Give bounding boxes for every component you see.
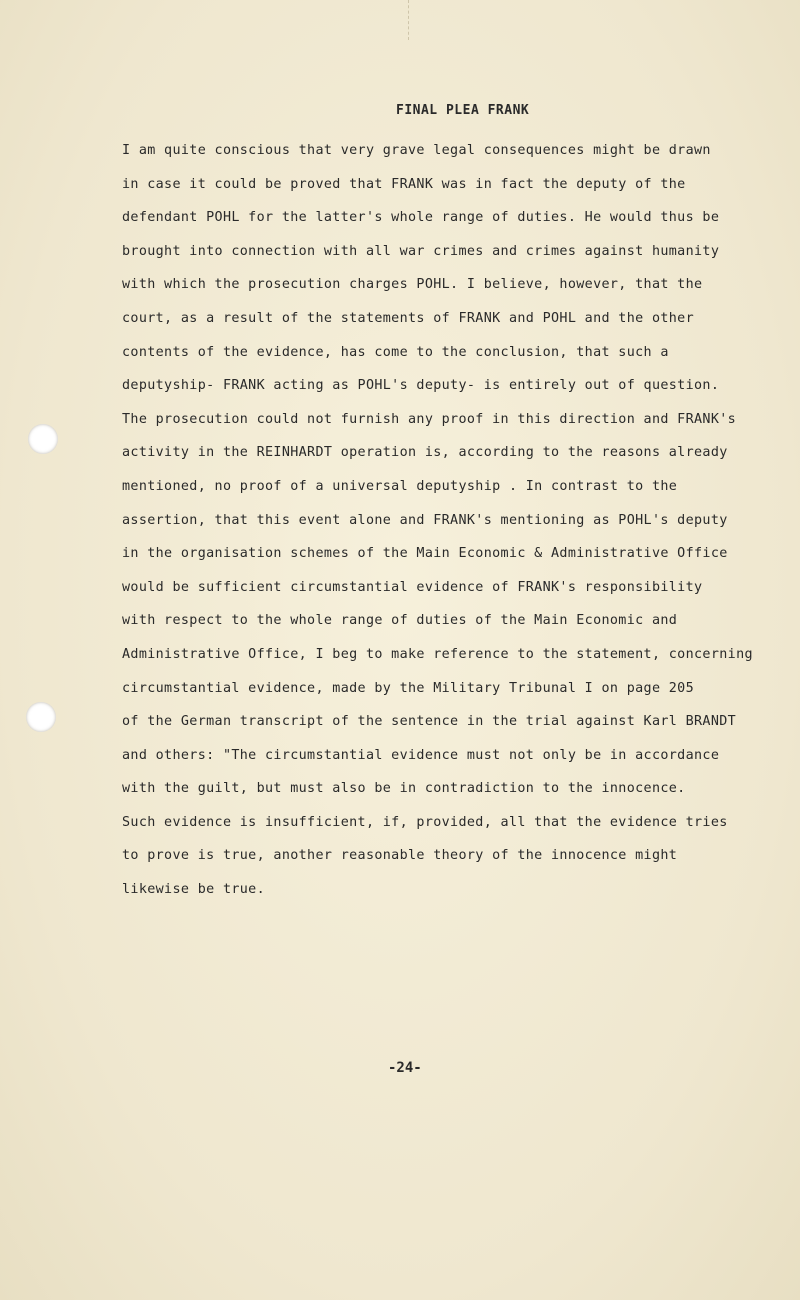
text-line: would be sufficient circumstantial evidence of FRANK's responsibility [122, 579, 703, 595]
text-line: defendant POHL for the latter's whole range of duties. He would thus be [122, 210, 720, 226]
text-line: with the guilt, but must also be in contradiction to the innocence. [122, 781, 686, 797]
text-line: activity in the REINHARDT operation is, according to the reasons already [122, 445, 728, 461]
text-line: assertion, that this event alone and FRANK's mentioning as POHL's deputy [122, 512, 728, 528]
text-line: likewise be true. [122, 882, 266, 898]
text-line: Administrative Office, I beg to make reference to the statement, concerning [122, 646, 753, 662]
text-line: contents of the evidence, has come to the conclusion, that such a [122, 344, 669, 360]
text-line: court, as a result of the statements of FRANK and POHL and the other [122, 310, 695, 326]
text-line: The prosecution could not furnish any proof in this direction and FRANK's [122, 411, 737, 427]
text-line: deputyship- FRANK acting as POHL's deputy- is entirely out of question. [122, 378, 720, 394]
fold-line [408, 0, 410, 40]
text-line: in the organisation schemes of the Main Economic & Administrative Office [122, 546, 728, 562]
text-line: to prove is true, another reasonable theory of the innocence might [122, 848, 678, 864]
text-line: circumstantial evidence, made by the Military Tribunal I on page 205 [122, 680, 695, 696]
body-text [122, 134, 762, 907]
text-line: Such evidence is insufficient, if, provided, all that the evidence tries [122, 814, 728, 830]
text-line: with which the prosecution charges POHL. I believe, however, that the [122, 277, 703, 293]
text-line: and others: "The circumstantial evidence must not only be in accordance [122, 747, 720, 763]
page-number: -24- [388, 1060, 422, 1076]
text-line: in case it could be proved that FRANK was in fact the deputy of the [122, 176, 686, 192]
text-line: with respect to the whole range of duties of the Main Economic and [122, 613, 678, 629]
text-line: of the German transcript of the sentence in the trial against Karl BRANDT [122, 714, 737, 730]
punch-hole-top [28, 424, 58, 454]
punch-hole-bottom [26, 702, 56, 732]
text-line: I am quite conscious that very grave legal consequences might be drawn [122, 143, 711, 158]
text-line: mentioned, no proof of a universal deputyship . In contrast to the [122, 478, 678, 494]
document-title: FINAL PLEA FRANK [396, 103, 530, 118]
text-line: brought into connection with all war crimes and crimes against humanity [122, 243, 720, 259]
